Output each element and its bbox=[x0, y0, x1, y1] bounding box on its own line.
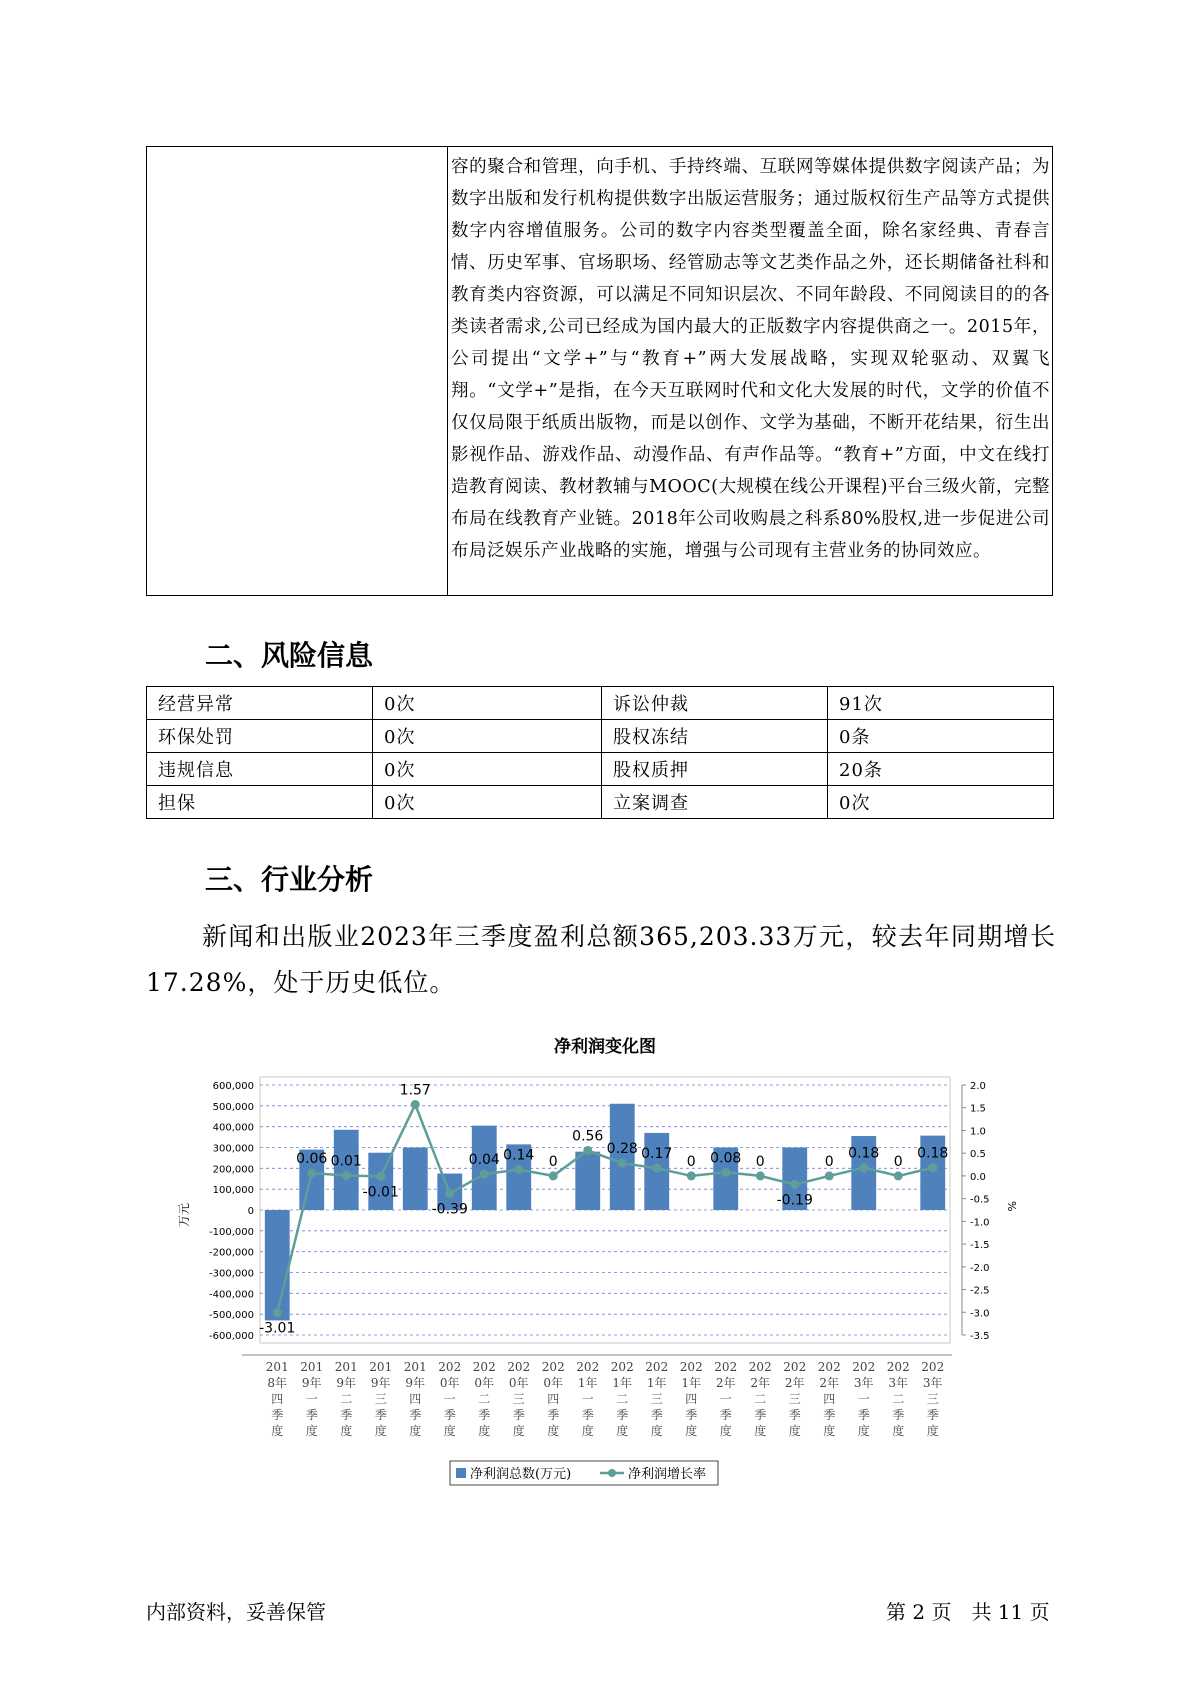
company-description: 容的聚合和管理，向手机、手持终端、互联网等媒体提供数字阅读产品；为数字出版和发行机构提供数字出版运营服务；通过版权衍生产品等方式提供数字内容增值服务。公司的数字内容类型覆盖全面，除名家经典、青春言情、历史军事、官场职场、经管励志等文艺类作品之外，还长期储备社科和教育类内容资源，可以满足不同知识层次、不同年龄段、不同阅读目的的各类读者需求,公司已经成为国内最大的正版数字内容提供商之一。2015年，公司提出“文学+”与“教育+”两大发展战略，实现双轮驱动、双翼飞翔。“文学+”是指，在今天互联网时代和文化大发展的时代，文学的价值不仅仅局限于纸质出版物，而是以创作、文学为基础，不断开花结果，衍生出影视作品、游戏作品、动漫作品、有声作品等。“教育+”方面，中文在线打造教育阅读、教材教辅与MOOC(大规模在线公开课程)平台三级火箭，完整布局在线教育产业链。2018年公司收购晨之科系80%股权,进一步促进公司布局泛娱乐产业战略的实施，增强与公司现有主营业务的协同效应。 bbox=[451, 157, 1050, 561]
growth-rate-point bbox=[273, 1308, 282, 1317]
risk-value: 20条 bbox=[828, 753, 1054, 786]
y-tick-label: 0 bbox=[247, 1206, 254, 1217]
data-label: 0.17 bbox=[641, 1146, 673, 1163]
x-tick-label: 202 2年四季度 bbox=[817, 1360, 841, 1438]
data-label: 0 bbox=[548, 1153, 558, 1170]
y-tick-label: -300,000 bbox=[209, 1268, 254, 1280]
growth-rate-point bbox=[514, 1165, 523, 1174]
growth-rate-point bbox=[618, 1159, 627, 1168]
y-tick-label: -100,000 bbox=[209, 1226, 254, 1238]
data-label: -0.19 bbox=[776, 1192, 813, 1209]
y-tick-label: -500,000 bbox=[209, 1310, 254, 1322]
y-tick-label: -600,000 bbox=[209, 1331, 254, 1342]
legend-bar-label: 净利润总数(万元) bbox=[470, 1467, 572, 1482]
growth-rate-point bbox=[790, 1180, 799, 1189]
x-tick-label: 202 0年二季度 bbox=[472, 1360, 496, 1438]
y2-tick-label: 1.5 bbox=[970, 1103, 986, 1115]
risk-value: 0次 bbox=[373, 687, 602, 720]
x-tick-label: 202 2年一季度 bbox=[714, 1360, 738, 1438]
data-label: 0.18 bbox=[848, 1145, 880, 1162]
x-tick-label: 202 2年二季度 bbox=[748, 1360, 772, 1438]
data-label: 0 bbox=[686, 1153, 696, 1170]
growth-rate-point bbox=[307, 1169, 316, 1178]
y2-tick-label: -3.0 bbox=[970, 1308, 990, 1320]
data-label: 0.01 bbox=[330, 1153, 362, 1170]
growth-rate-point bbox=[721, 1168, 730, 1177]
profile-label-cell bbox=[147, 147, 448, 596]
growth-rate-point bbox=[756, 1171, 765, 1180]
chart-svg bbox=[170, 1025, 1030, 1495]
data-label: -3.01 bbox=[259, 1320, 296, 1337]
y-tick-label: -200,000 bbox=[209, 1247, 254, 1259]
growth-rate-point bbox=[687, 1171, 696, 1180]
risk-value: 0次 bbox=[373, 753, 602, 786]
data-label: 0.18 bbox=[917, 1145, 949, 1162]
y2-tick-label: -1.0 bbox=[970, 1217, 990, 1229]
x-tick-label: 202 0年四季度 bbox=[541, 1360, 565, 1438]
x-tick-label: 202 1年三季度 bbox=[645, 1360, 669, 1438]
growth-rate-point bbox=[859, 1163, 868, 1172]
bar bbox=[334, 1130, 359, 1210]
bar bbox=[368, 1153, 393, 1210]
x-tick-label: 201 9年一季度 bbox=[300, 1360, 324, 1438]
y-tick-label: 200,000 bbox=[212, 1164, 254, 1176]
growth-rate-point bbox=[376, 1172, 385, 1181]
growth-rate-point bbox=[928, 1163, 937, 1172]
bar bbox=[575, 1152, 600, 1210]
data-label: -0.01 bbox=[362, 1184, 399, 1201]
x-tick-label: 201 9年三季度 bbox=[369, 1360, 393, 1438]
y-tick-label: 300,000 bbox=[212, 1143, 254, 1155]
y-tick-label: 600,000 bbox=[212, 1081, 254, 1092]
industry-summary: 新闻和出版业2023年三季度盈利总额365,203.33万元，较去年同期增长17.28%，处于历史低位。 bbox=[146, 922, 1056, 997]
footer-confidential: 内部资料，妥善保管 bbox=[146, 1600, 326, 1624]
y2-tick-label: -2.0 bbox=[970, 1262, 990, 1274]
data-label: 0.08 bbox=[710, 1150, 742, 1167]
growth-rate-point bbox=[549, 1171, 558, 1180]
y-axis-label: 万元 bbox=[177, 1202, 191, 1228]
legend-bar-swatch bbox=[456, 1468, 466, 1478]
table-row bbox=[147, 720, 1054, 753]
risk-value: 0次 bbox=[373, 720, 602, 753]
growth-rate-point bbox=[894, 1171, 903, 1180]
x-tick-label: 202 1年四季度 bbox=[679, 1360, 703, 1438]
y2-tick-label: -3.5 bbox=[970, 1331, 990, 1342]
x-tick-label: 201 8年四季度 bbox=[265, 1360, 289, 1438]
y2-tick-label: -0.5 bbox=[970, 1194, 990, 1206]
y-tick-label: -400,000 bbox=[209, 1289, 254, 1301]
x-tick-label: 202 3年三季度 bbox=[921, 1360, 945, 1438]
x-tick-label: 201 9年二季度 bbox=[334, 1360, 358, 1438]
growth-rate-point bbox=[411, 1100, 420, 1109]
y-tick-label: 100,000 bbox=[212, 1185, 254, 1197]
growth-rate-point bbox=[652, 1164, 661, 1173]
y2-tick-label: 0.0 bbox=[970, 1171, 986, 1183]
risk-label: 股权冻结 bbox=[602, 720, 828, 753]
risk-label: 诉讼仲裁 bbox=[602, 687, 828, 720]
chart-title: 净利润变化图 bbox=[554, 1037, 656, 1057]
x-tick-label: 201 9年四季度 bbox=[403, 1360, 427, 1438]
company-profile-table bbox=[146, 146, 1053, 596]
data-label: 0.06 bbox=[296, 1151, 328, 1168]
y2-tick-label: 1.0 bbox=[970, 1126, 986, 1138]
risk-label: 股权质押 bbox=[602, 753, 828, 786]
legend-line-label: 净利润增长率 bbox=[628, 1467, 707, 1482]
profile-content-cell bbox=[448, 147, 1053, 596]
net-profit-chart bbox=[170, 1025, 1030, 1495]
y-tick-label: 500,000 bbox=[212, 1101, 254, 1113]
data-label: 0.56 bbox=[572, 1128, 604, 1145]
y2-tick-label: -2.5 bbox=[970, 1285, 990, 1297]
y2-tick-label: -1.5 bbox=[970, 1240, 990, 1252]
risk-value: 0次 bbox=[828, 786, 1054, 819]
bar bbox=[403, 1148, 428, 1211]
risk-value: 0条 bbox=[828, 720, 1054, 753]
table-row bbox=[147, 687, 1054, 720]
growth-rate-point bbox=[445, 1189, 454, 1198]
section-heading-industry: 三、行业分析 bbox=[205, 863, 374, 896]
y2-tick-label: 0.5 bbox=[970, 1149, 986, 1161]
y-tick-label: 400,000 bbox=[212, 1122, 254, 1134]
risk-label: 违规信息 bbox=[147, 753, 373, 786]
x-tick-label: 202 2年三季度 bbox=[783, 1360, 807, 1438]
legend-line-marker bbox=[608, 1469, 616, 1477]
footer-page-number: 第 2 页 共 11 页 bbox=[886, 1600, 1050, 1624]
risk-label: 担保 bbox=[147, 786, 373, 819]
data-label: -0.39 bbox=[431, 1201, 468, 1218]
x-tick-label: 202 3年一季度 bbox=[852, 1360, 876, 1438]
x-tick-label: 202 0年三季度 bbox=[507, 1360, 531, 1438]
growth-rate-point bbox=[583, 1146, 592, 1155]
data-label: 0 bbox=[824, 1153, 834, 1170]
risk-label: 环保处罚 bbox=[147, 720, 373, 753]
y2-axis-label: % bbox=[1005, 1201, 1018, 1212]
section-heading-risk: 二、风险信息 bbox=[205, 639, 374, 672]
growth-rate-point bbox=[825, 1171, 834, 1180]
risk-value: 0次 bbox=[373, 786, 602, 819]
data-label: 0.14 bbox=[503, 1147, 535, 1164]
x-tick-label: 202 1年二季度 bbox=[610, 1360, 634, 1438]
growth-rate-point bbox=[342, 1171, 351, 1180]
x-tick-label: 202 3年二季度 bbox=[886, 1360, 910, 1438]
risk-label: 经营异常 bbox=[147, 687, 373, 720]
risk-info-table bbox=[146, 686, 1054, 819]
x-tick-label: 202 0年一季度 bbox=[438, 1360, 462, 1438]
data-label: 0 bbox=[755, 1153, 765, 1170]
data-label: 0.28 bbox=[606, 1141, 638, 1158]
data-label: 0 bbox=[893, 1153, 903, 1170]
x-tick-label: 202 1年一季度 bbox=[576, 1360, 600, 1438]
data-label: 0.04 bbox=[468, 1152, 500, 1169]
y2-tick-label: 2.0 bbox=[970, 1081, 986, 1092]
risk-label: 立案调查 bbox=[602, 786, 828, 819]
growth-rate-point bbox=[480, 1170, 489, 1179]
risk-value: 91次 bbox=[828, 687, 1054, 720]
data-label: 1.57 bbox=[399, 1082, 431, 1099]
table-row bbox=[147, 753, 1054, 786]
bar bbox=[265, 1210, 290, 1320]
table-row bbox=[147, 786, 1054, 819]
